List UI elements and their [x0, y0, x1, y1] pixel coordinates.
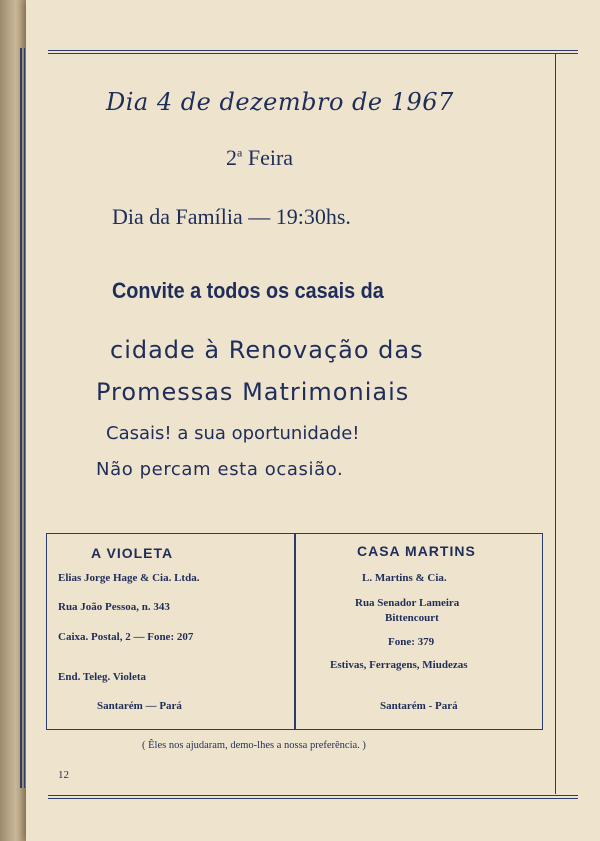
- footer-note: ( Êles nos ajudaram, demo-lhes a nossa preferência. ): [142, 740, 366, 751]
- ad-line: Fone: 379: [388, 636, 435, 648]
- ad-title: A VIOLETA: [91, 545, 174, 561]
- ad-line: Elias Jorge Hage & Cia. Ltda.: [58, 572, 200, 584]
- ad-title: CASA MARTINS: [357, 543, 476, 559]
- renewal-line-2: Promessas Matrimoniais: [96, 378, 410, 406]
- bottom-border: [48, 795, 578, 799]
- ad-line: Caixa. Postal, 2 — Fone: 207: [58, 631, 194, 643]
- renewal-line-1: cidade à Renovação das: [110, 336, 424, 364]
- ad-line: Rua Senador Lameira: [355, 597, 460, 609]
- ad-line: Santarém — Pará: [97, 700, 182, 712]
- couples-line: Casais! a sua oportunidade!: [106, 423, 360, 444]
- family-day: Dia da Família — 19:30hs.: [112, 204, 351, 229]
- page-number: 12: [58, 769, 69, 781]
- ad-line: Rua João Pessoa, n. 343: [58, 601, 170, 613]
- book-spine: [0, 0, 26, 841]
- ad-line: End. Teleg. Violeta: [58, 671, 147, 683]
- weekday-word: Feira: [247, 145, 294, 170]
- ad-line: Santarém - Pará: [380, 700, 458, 712]
- ad-line: L. Martins & Cia.: [362, 572, 447, 584]
- left-border: [20, 48, 22, 788]
- sponsors-box: [46, 533, 543, 730]
- weekday-superscript: a: [237, 145, 243, 160]
- event-date: Dia 4 de dezembro de 1967: [106, 88, 454, 116]
- right-border: [555, 54, 556, 794]
- invitation-heading: Convite a todos os casais da: [112, 278, 384, 303]
- weekday: [226, 145, 293, 171]
- dont-miss-line: Não percam esta ocasião.: [96, 459, 344, 480]
- left-border-inner: [24, 48, 25, 788]
- top-border: [48, 50, 578, 54]
- ad-line: Estivas, Ferragens, Miudezas: [330, 659, 468, 671]
- ad-a-violeta: [47, 534, 294, 729]
- ad-casa-martins: [295, 534, 543, 729]
- program-page: [26, 0, 600, 841]
- ad-line: Bittencourt: [385, 612, 439, 624]
- weekday-number: 2: [226, 145, 237, 170]
